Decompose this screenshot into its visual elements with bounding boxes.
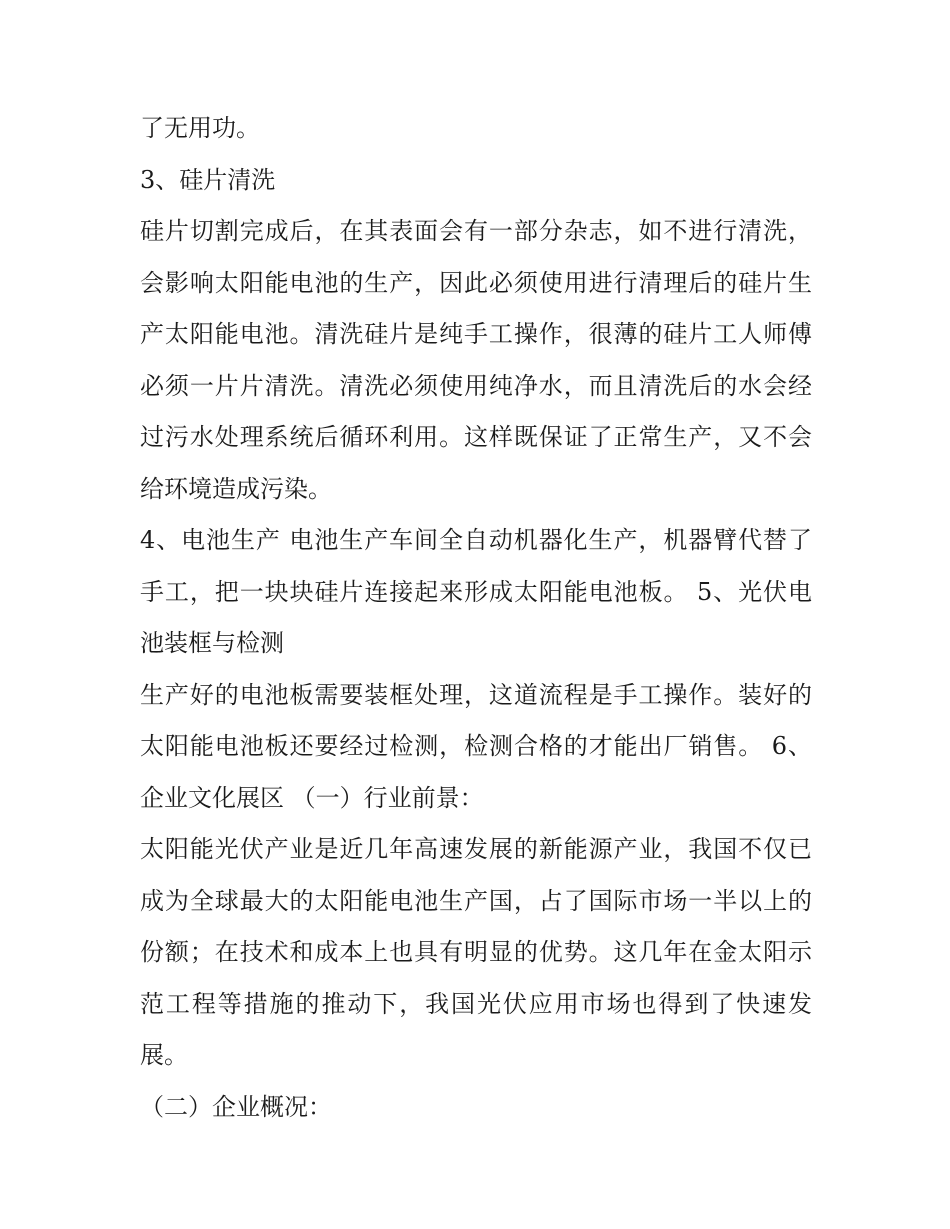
document-body bbox=[140, 103, 812, 1133]
paragraph-line: 硅片切割完成后，在其表面会有一部分杂志，如不进行清洗， bbox=[140, 217, 812, 245]
paragraph-line: 必须一片片清洗。清洗必须使用纯净水，而且清洗后的水会经 bbox=[140, 371, 812, 400]
paragraph-line: 了无用功。 bbox=[140, 114, 260, 142]
paragraph-line: 太阳能电池板还要经过检测，检测合格的才能出厂销售。 6、 bbox=[140, 732, 812, 760]
paragraph-line: 成为全球最大的太阳能电池生产国，占了国际市场一半以上的 bbox=[140, 886, 812, 915]
paragraph-line: 4、电池生产 电池生产车间全自动机器化生产，机器臂代替了 bbox=[140, 526, 812, 554]
paragraph-line: 手工，把一块块硅片连接起来形成太阳能电池板。 5、光伏电 bbox=[140, 577, 812, 606]
paragraph-line: 生产好的电池板需要装框处理，这道流程是手工操作。装好的 bbox=[140, 680, 812, 709]
paragraph-line: 池装框与检测 bbox=[140, 629, 284, 657]
paragraph-line: 太阳能光伏产业是近几年高速发展的新能源产业，我国不仅已 bbox=[140, 835, 812, 863]
section-heading-company-overview: （二）企业概况： bbox=[140, 1092, 332, 1121]
paragraph-line: 过污水处理系统后循环利用。这样既保证了正常生产，又不会 bbox=[140, 423, 812, 451]
paragraph-line: 份额；在技术和成本上也具有明显的优势。这几年在金太阳示 bbox=[140, 938, 812, 966]
paragraph-line: 范工程等措施的推动下，我国光伏应用市场也得到了快速发 bbox=[140, 989, 812, 1018]
paragraph-line: 产太阳能电池。清洗硅片是纯手工操作，很薄的硅片工人师傅 bbox=[140, 320, 812, 348]
paragraph-line: 会影响太阳能电池的生产，因此必须使用进行清理后的硅片生 bbox=[140, 268, 812, 297]
paragraph-line: 给环境造成污染。 bbox=[140, 474, 332, 503]
paragraph-line: 企业文化展区 （一）行业前景： bbox=[140, 783, 484, 812]
paragraph-line: 展。 bbox=[140, 1041, 188, 1069]
section-heading-wafer-cleaning: 3、硅片清洗 bbox=[140, 165, 276, 194]
